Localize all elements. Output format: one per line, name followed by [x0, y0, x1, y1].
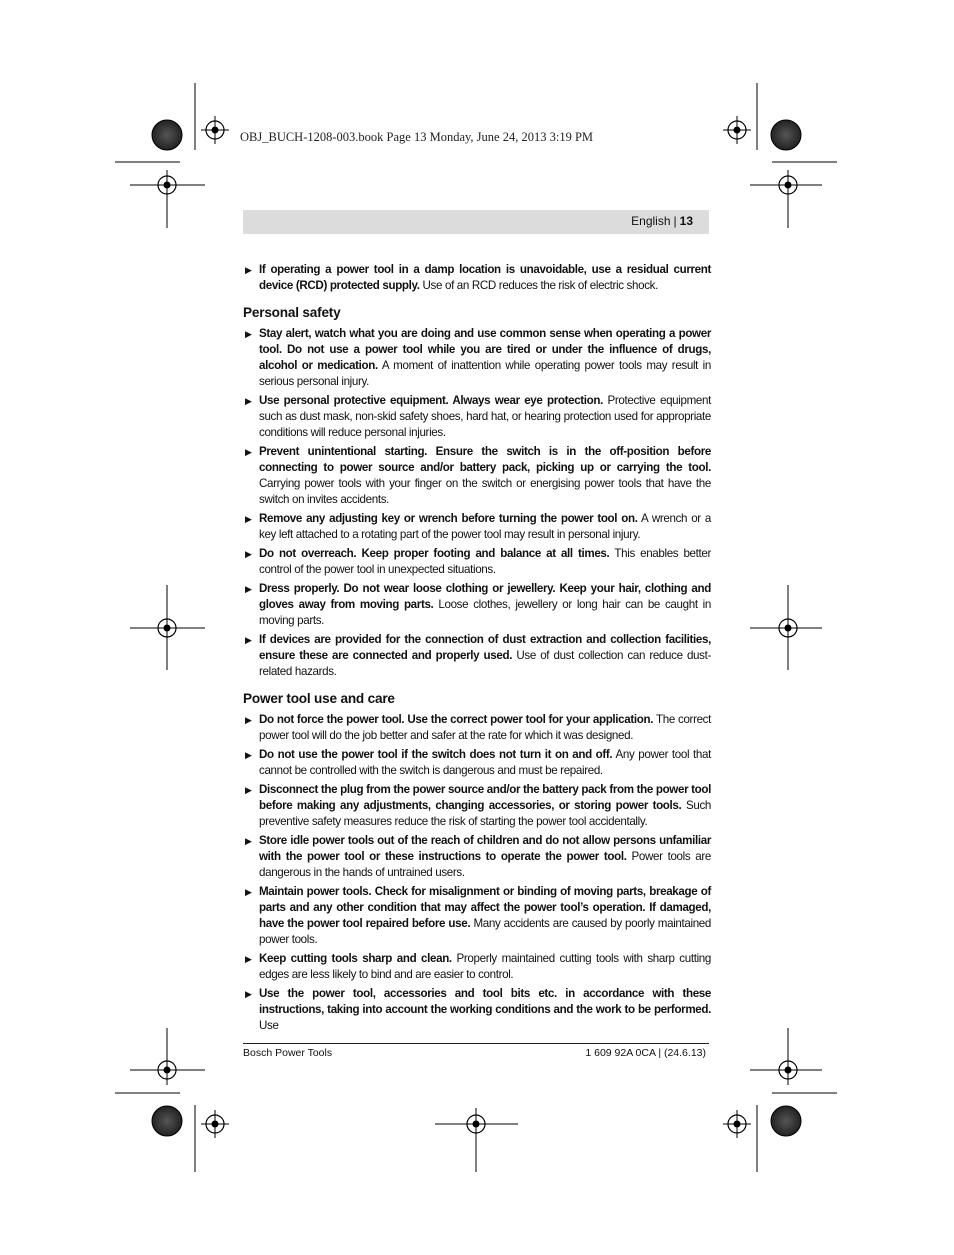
item-bold-text: Use personal protective equipment. Always wear eye protection. [259, 394, 604, 407]
bullet-icon: ▶ [245, 954, 252, 964]
item-text: Use [259, 1019, 279, 1032]
safety-item [243, 782, 711, 830]
safety-item [243, 632, 711, 680]
bullet-icon: ▶ [245, 887, 252, 897]
header-language: English [631, 214, 671, 228]
footer-brand: Bosch Power Tools [243, 1047, 333, 1059]
safety-item [243, 511, 711, 543]
safety-item [243, 951, 711, 983]
safety-item [243, 747, 711, 779]
item-bold-text: Dress properly. Do not wear loose clothing or jewellery. Keep your hair, clothing and gloves away from moving parts. [259, 582, 711, 611]
sections [243, 305, 711, 1034]
bullet-icon: ▶ [245, 584, 252, 594]
item-text: Loose clothes, jewellery or long hair can be caught in moving parts. [259, 598, 711, 627]
item-bold-text: Do not use the power tool if the switch does not turn it on and off. [259, 748, 613, 761]
item-bold-text: Disconnect the plug from the power source and/or the battery pack from the power tool before making any adjustments, changing accessories, or storing power tools. [259, 783, 711, 812]
bullet-icon: ▶ [245, 635, 252, 645]
bullet-icon: ▶ [245, 549, 252, 559]
bullet-icon: ▶ [245, 447, 252, 457]
safety-item [243, 833, 711, 881]
page-header [243, 210, 709, 234]
item-text: The correct power tool will do the job better and safer at the rate for which it was designed. [259, 713, 711, 742]
page-number: 13 [679, 214, 693, 228]
safety-item [243, 986, 711, 1034]
item-text: Any power tool that cannot be controlled with the switch is dangerous and must be repaired. [259, 748, 711, 777]
item-text: Use of an RCD reduces the risk of electric shock. [419, 279, 658, 292]
item-bold-text: Prevent unintentional starting. Ensure the switch is in the off-position before connecting to power source and/or battery pack, picking up or carrying the tool. [259, 445, 711, 474]
item-bold-text: Use the power tool, accessories and tool bits etc. in accordance with these instructions, taking into account the working conditions and the work to be performed. [259, 987, 711, 1016]
bullet-icon: ▶ [245, 785, 252, 795]
item-bold-text: Keep cutting tools sharp and clean. [259, 952, 452, 965]
header-separator: | [673, 214, 677, 228]
safety-item [243, 581, 711, 629]
item-text: A wrench or a key left attached to a rotating part of the power tool may result in personal injury. [259, 512, 711, 541]
item-bold-text: Stay alert, watch what you are doing and use common sense when operating a power tool. Do not use a power tool while you are tired or under the influence of drugs, alcohol or medication. [259, 327, 711, 372]
print-slug: OBJ_BUCH-1208-003.book Page 13 Monday, June 24, 2013 3:19 PM [240, 130, 594, 144]
item-text: Power tools are dangerous in the hands of untrained users. [259, 850, 711, 879]
safety-item [243, 444, 711, 508]
item-bold-text: If operating a power tool in a damp location is unavoidable, use a residual current device (RCD) protected supply. [259, 263, 711, 292]
item-bold-text: Remove any adjusting key or wrench before turning the power tool on. [259, 512, 638, 525]
bullet-icon: ▶ [245, 265, 252, 275]
safety-item [243, 393, 711, 441]
safety-item [243, 262, 711, 294]
bullet-icon: ▶ [245, 836, 252, 846]
section-heading: Personal safety [243, 305, 341, 320]
item-text: Such preventive safety measures reduce the risk of starting the power tool accidentally. [259, 799, 711, 828]
item-text: Properly maintained cutting tools with sharp cutting edges are less likely to bind and are easier to control. [259, 952, 711, 981]
bullet-icon: ▶ [245, 329, 252, 339]
item-bold-text: Do not force the power tool. Use the correct power tool for your application. [259, 713, 654, 726]
bullet-icon: ▶ [245, 514, 252, 524]
bullet-icon: ▶ [245, 715, 252, 725]
item-bold-text: If devices are provided for the connection of dust extraction and collection facilities, ensure these are connected and properly used. [259, 633, 711, 662]
bullet-icon: ▶ [245, 989, 252, 999]
item-text: Use of dust collection can reduce dust-related hazards. [259, 649, 711, 678]
item-bold-text: Maintain power tools. Check for misalignment or binding of moving parts, breakage of parts and any other condition that may affect the power tool’s operation. If damaged, have the power tool repaired before use. [259, 885, 711, 930]
bullet-icon: ▶ [245, 396, 252, 406]
header-text [631, 214, 693, 228]
section-heading: Power tool use and care [243, 691, 395, 706]
bullet-icon: ▶ [245, 750, 252, 760]
footer-divider [243, 1043, 709, 1044]
safety-item [243, 884, 711, 948]
item-bold-text: Do not overreach. Keep proper footing and balance at all times. [259, 547, 610, 560]
page-content [243, 262, 711, 1037]
item-bold-text: Store idle power tools out of the reach of children and do not allow persons unfamiliar with the power tool or these instructions to operate the power tool. [259, 834, 711, 863]
safety-item [243, 326, 711, 390]
footer-doc-number: 1 609 92A 0CA | (24.6.13) [585, 1047, 706, 1059]
item-text: Protective equipment such as dust mask, non-skid safety shoes, hard hat, or hearing protection used for appropriate conditions will reduce personal injuries. [259, 394, 711, 439]
item-text: This enables better control of the power tool in unexpected situations. [259, 547, 712, 576]
item-text: A moment of inattention while operating power tools may result in serious personal injury. [259, 359, 711, 388]
safety-item [243, 546, 711, 578]
safety-item [243, 712, 711, 744]
item-text: Carrying power tools with your finger on the switch or energising power tools that have the switch on invites accidents. [259, 477, 711, 506]
item-text: Many accidents are caused by poorly maintained power tools. [259, 917, 712, 946]
